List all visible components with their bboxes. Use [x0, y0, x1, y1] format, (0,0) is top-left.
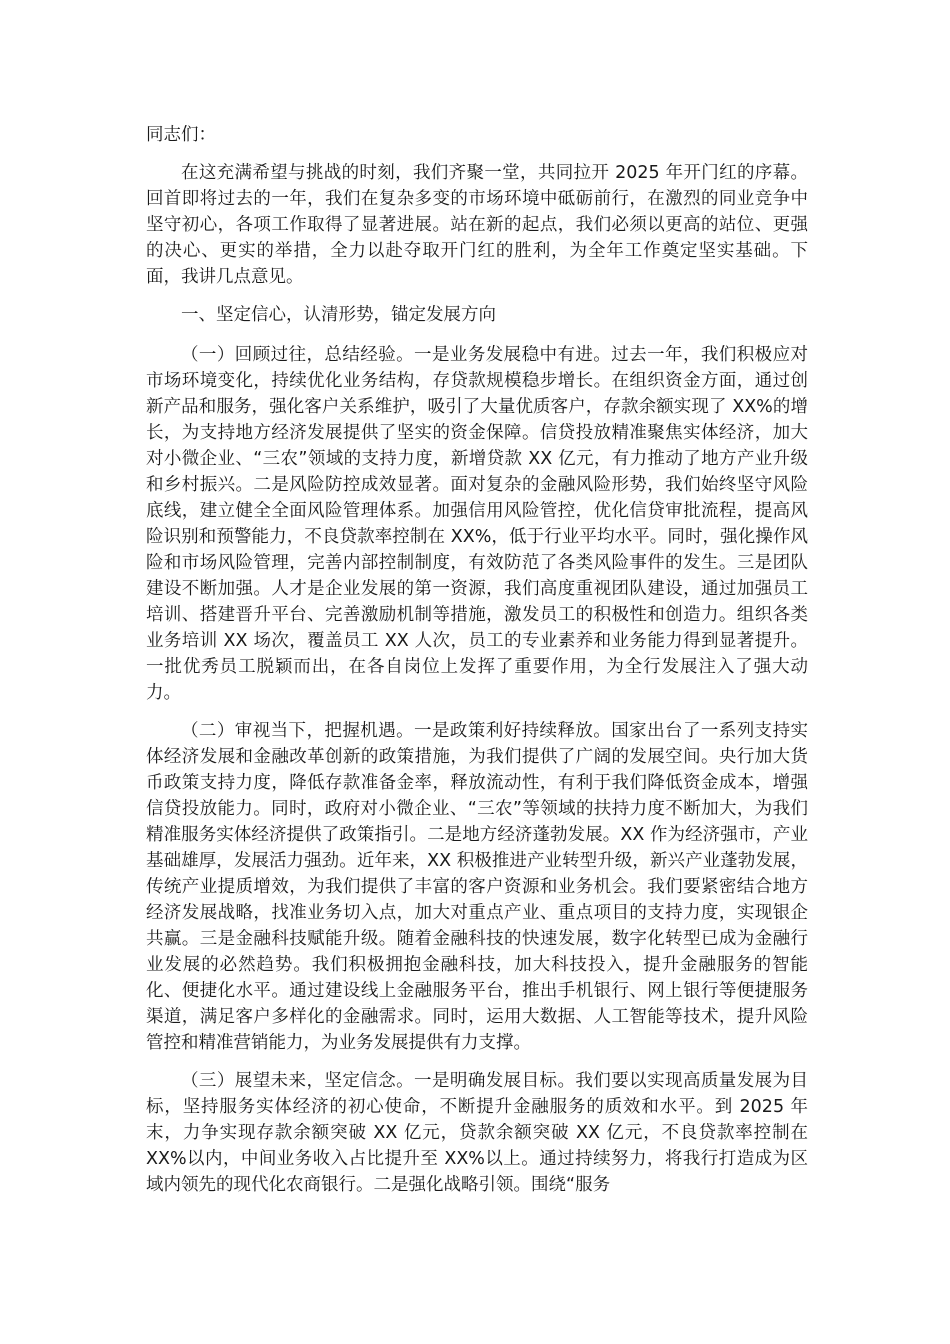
- document-page: [146, 122, 808, 1210]
- salutation: 同志们：: [146, 125, 216, 145]
- intro-paragraph: 在这充满希望与挑战的时刻，我们齐聚一堂，共同拉开 2025 年开门红的序幕。回首即将过去的一年，我们在复杂多变的市场环境中砥砺前行，在激烈的同业竞争中坚守初心，各项工作取得了显著进展。站在新的起点，我们必须以更高的站位、更强的决心、更实的举措，全力以赴夺取开门红的胜利，为全年工作奠定坚实基础。下面，我讲几点意见。: [146, 163, 808, 287]
- section-heading: 一、坚定信心，认清形势，锚定发展方向: [181, 305, 496, 325]
- subsection-future-paragraph: （三）展望未来，坚定信念。一是明确发展目标。我们要以实现高质量发展为目标，坚持服务实体经济的初心使命，不断提升金融服务的质效和水平。到 2025 年末，力争实现存款余额突破 XX 亿元，贷款余额突破 XX 亿元，不良贷款率控制在 XX%以内，中间业务收入占比提升至 XX%以上。通过持续努力，将我行打造成为区域内领先的现代化农商银行。二是强化战略引领。围绕“服务: [146, 1071, 808, 1195]
- subsection-review-paragraph: （一）回顾过往，总结经验。一是业务发展稳中有进。过去一年，我们积极应对市场环境变化，持续优化业务结构，存贷款规模稳步增长。在组织资金方面，通过创新产品和服务，强化客户关系维护，吸引了大量优质客户，存款余额实现了 XX%的增长，为支持地方经济发展提供了坚实的资金保障。信贷投放精准聚焦实体经济，加大对小微企业、“三农”领域的支持力度，新增贷款 XX 亿元，有力推动了地方产业升级和乡村振兴。二是风险防控成效显著。面对复杂的金融风险形势，我们始终坚守风险底线，建立健全全面风险管理体系。加强信用风险管控，优化信贷审批流程，提高风险识别和预警能力，不良贷款率控制在 XX%，低于行业平均水平。同时，强化操作风险和市场风险管理，完善内部控制制度，有效防范了各类风险事件的发生。三是团队建设不断加强。人才是企业发展的第一资源，我们高度重视团队建设，通过加强员工培训、搭建晋升平台、完善激励机制等措施，激发员工的积极性和创造力。组织各类业务培训 XX 场次，覆盖员工 XX 人次，员工的专业素养和业务能力得到显著提升。一批优秀员工脱颖而出，在各自岗位上发挥了重要作用，为全行发展注入了强大动力。: [146, 345, 808, 703]
- subsection-present-paragraph: （二）审视当下，把握机遇。一是政策利好持续释放。国家出台了一系列支持实体经济发展和金融改革创新的政策措施，为我们提供了广阔的发展空间。央行加大货币政策支持力度，降低存款准备金率，释放流动性，有利于我们降低资金成本，增强信贷投放能力。同时，政府对小微企业、“三农”等领域的扶持力度不断加大，为我们精准服务实体经济提供了政策指引。二是地方经济蓬勃发展。XX 作为经济强市，产业基础雄厚，发展活力强劲。近年来，XX 积极推进产业转型升级，新兴产业蓬勃发展，传统产业提质增效，为我们提供了丰富的客户资源和业务机会。我们要紧密结合地方经济发展战略，找准业务切入点，加大对重点产业、重点项目的支持力度，实现银企共赢。三是金融科技赋能升级。随着金融科技的快速发展，数字化转型已成为金融行业发展的必然趋势。我们积极拥抱金融科技，加大科技投入，提升金融服务的智能化、便捷化水平。通过建设线上金融服务平台，推出手机银行、网上银行等便捷服务渠道，满足客户多样化的金融需求。同时，运用大数据、人工智能等技术，提升风险管控和精准营销能力，为业务发展提供有力支撑。: [146, 721, 808, 1053]
